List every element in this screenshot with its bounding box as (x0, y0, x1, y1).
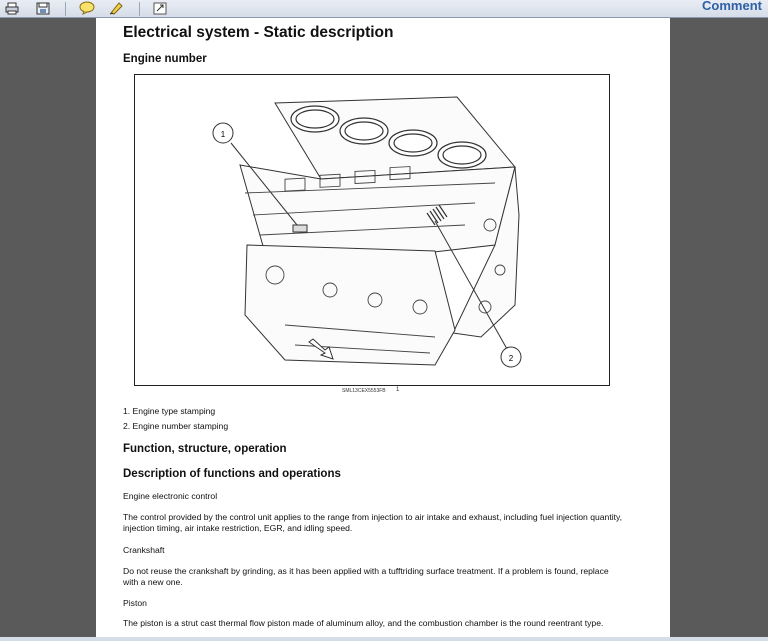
comment-icon[interactable] (77, 0, 97, 16)
subheading-engine-electronic-control: Engine electronic control (123, 491, 218, 501)
right-gutter (670, 18, 768, 638)
subheading-crankshaft: Crankshaft (123, 545, 165, 555)
engine-block-illustration (135, 75, 609, 385)
subheading-piston: Piston (123, 598, 147, 608)
paragraph-engine-electronic-control: The control provided by the control unit applies to the range from injection to air intake and exhaust, including fuel injection quantity, injection timing, air intake restriction, EGR, and idling speed. (123, 512, 623, 533)
expand-icon[interactable] (150, 0, 170, 16)
figure-number: 1 (396, 387, 400, 393)
page-title: Electrical system - Static description (123, 24, 394, 41)
legend-item-1: 1. Engine type stamping (123, 406, 216, 416)
left-gutter (0, 18, 96, 638)
heading-description-of-functions: Description of functions and operations (123, 468, 341, 480)
callout-1-label: 1 (220, 130, 226, 139)
toolbar-separator (65, 2, 66, 16)
save-icon[interactable] (33, 0, 53, 16)
callout-2-label: 2 (508, 354, 514, 363)
print-icon[interactable] (2, 0, 22, 16)
comment-button[interactable]: Comment (702, 0, 762, 13)
paragraph-piston: The piston is a strut cast thermal flow piston made of aluminum alloy, and the combustion chamber is the round reentrant type. (123, 618, 604, 628)
paragraph-crankshaft: Do not reuse the crankshaft by grinding, as it has been applied with a tufftriding surface treatment. If a problem is found, replace with a new one. (123, 566, 609, 587)
figure-code: SML13CEX5553FB (342, 388, 386, 394)
section-heading-engine-number: Engine number (123, 53, 207, 65)
engine-type-stamping-mark (293, 225, 307, 232)
legend-item-2: 2. Engine number stamping (123, 421, 229, 431)
toolbar-separator (139, 2, 140, 16)
engine-block-figure (134, 74, 610, 386)
bottom-status-strip (0, 637, 768, 641)
toolbar (0, 0, 768, 18)
highlight-icon[interactable] (106, 0, 126, 16)
heading-function-structure-operation: Function, structure, operation (123, 443, 287, 455)
document-page (96, 18, 670, 638)
